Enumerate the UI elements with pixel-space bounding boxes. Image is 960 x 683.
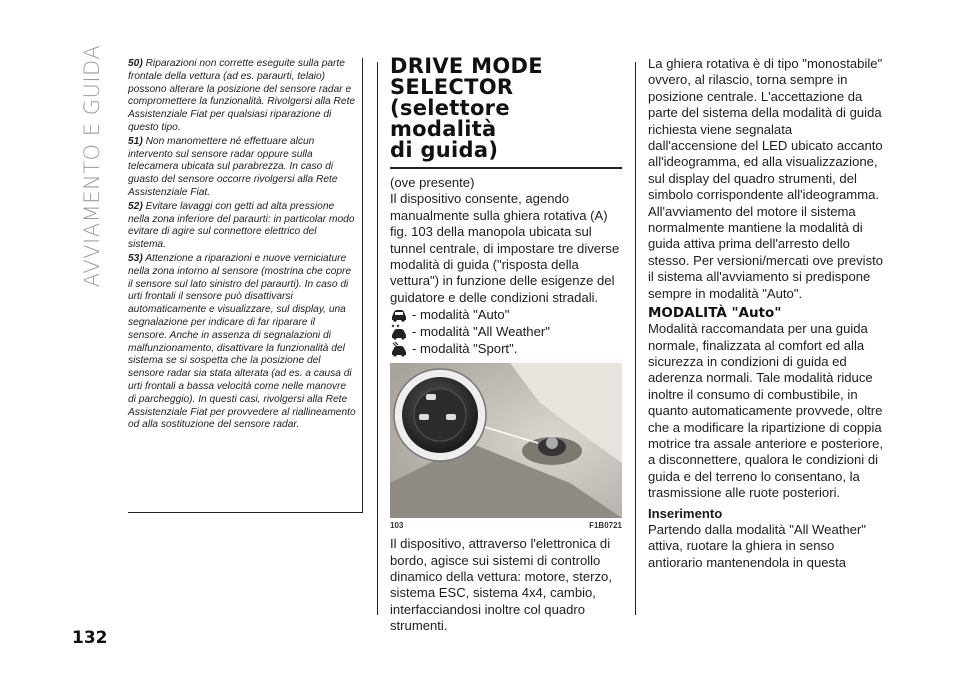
- mode-sport: - modalità "Sport".: [390, 340, 622, 357]
- drive-mode-knob-illustration: [390, 363, 622, 518]
- note-50: 50) Riparazioni non corrette eseguite sulla parte frontale della vettura (ad es. paraurti, telaio) possono alterare la posizione del sensore radar e compromettere la funzionalità. Rivolgersi alla Rete Assistenziale Fiat per qualsiasi riparazione di questo tipo.: [128, 58, 356, 133]
- car-all-weather-icon: [390, 324, 408, 340]
- figure-code: F1B0721: [589, 521, 622, 531]
- column-divider: [635, 62, 636, 615]
- chapter-side-label: AVVIAMENTO E GUIDA: [80, 44, 104, 288]
- figure-103-photo: [390, 363, 622, 518]
- insertion-heading: Inserimento: [648, 505, 723, 521]
- figure-number: 103: [390, 521, 404, 531]
- notes-box: [128, 58, 363, 513]
- car-sport-icon: [390, 341, 408, 357]
- auto-mode-heading: MODALITÀ "Auto": [648, 305, 782, 322]
- note-53: 53) Attenzione a riparazioni e nuove verniciature nella zona intorno al sensore (mostrina che copre il sensore sul lato sinistro del paraurti). In caso di urti frontali il sensore può disattivarsi automaticamente e visualizzare, sul display, una segnalazione per indicare di far riparare il sensore. Anche in assenza di segnalazioni di malfunzionamento, disattivare la funzionalità del sistema se si sospetta che la posizione del sensore radar sia stata alterata (ad es. a causa di urti frontali a bassa velocità come nelle manovre di parcheggio). In questi casi, rivolgersi alla Rete Assistenziale Fiat per provvedere al riallineamento od alla sostituzione del sensore radar.: [128, 252, 356, 431]
- column-divider: [377, 62, 378, 615]
- ring-description-paragraph: La ghiera rotativa è di tipo "monostabile" ovvero, al rilascio, torna sempre in posizione centrale. L'accettazione da parte del sistema della modalità di guida richiesta viene segnalata dall'accensione del LED ubicato accanto all'ideogramma, ed alla visualizzazione, sul display del quadro strumenti, del simbolo corrispondente all'ideogramma. All'avviamento del motore il sistema normalmente mantiene la modalità di guida attiva prima dell'arresto dello stesso. Per versioni/mercati ove previsto il sistema all'avviamento si predispone sempre in modalità "Auto".: [648, 56, 884, 301]
- figure-caption: [390, 521, 622, 530]
- drive-mode-section: [390, 56, 622, 635]
- after-figure-paragraph: Il dispositivo, attraverso l'elettronica di bordo, agisce sui sistemi di controllo dinamico della vettura: motore, sterzo, sistema ESC, sistema 4x4, cambio, interfacciandosi inoltre col quadro strumenti.: [390, 536, 612, 634]
- mode-all-weather: - modalità "All Weather": [390, 323, 622, 340]
- car-auto-icon: [390, 307, 408, 323]
- section-heading: DRIVE MODE SELECTOR (selettore modalità di guida): [390, 54, 543, 162]
- page-number: 132: [72, 628, 108, 648]
- note-52: 52) Evitare lavaggi con getti ad alta pressione nella zona inferiore del paraurti: in particolar modo evitare di agire sul connettore elettrico del sistema.: [128, 200, 355, 251]
- auto-mode-paragraph: Modalità raccomandata per una guida normale, finalizzata al comfort ed alla sicurezza in condizioni di guida ed aderenza normali. Tale modalità riduce inoltre il consumo di combustibile, in quanto automaticamente provvede, oltre che a modificare la ripartizione di coppia motrice tra assale anteriore e posteriore, a disconnettere, qualora le condizioni di guida e del terreno lo consentano, la trasmissione alle ruote posteriori.: [648, 321, 884, 501]
- insertion-paragraph: Partendo dalla modalità "All Weather" attiva, ruotare la ghiera in senso antiorario mantenendola in questa: [648, 521, 866, 570]
- heading-rule: [390, 167, 622, 169]
- mode-auto: - modalità "Auto": [390, 306, 622, 323]
- mode-details-section: [648, 56, 884, 571]
- intro-paragraph: (ove presente) Il dispositivo consente, agendo manualmente sulla ghiera rotativa (A) fig. 103 della manopola ubicata sul tunnel centrale, di impostare tre diverse modalità di guida ("risposta della vettura") in funzione delle esigenze del guidatore e delle condizioni stradali.: [390, 175, 620, 305]
- note-51: 51) Non manomettere né effettuare alcun intervento sul sensore radar oppure sulla telecamera ubicata sul parabrezza. In caso di guasto del sensore occorre rivolgersi alla Rete Assistenziale Fiat.: [128, 135, 338, 198]
